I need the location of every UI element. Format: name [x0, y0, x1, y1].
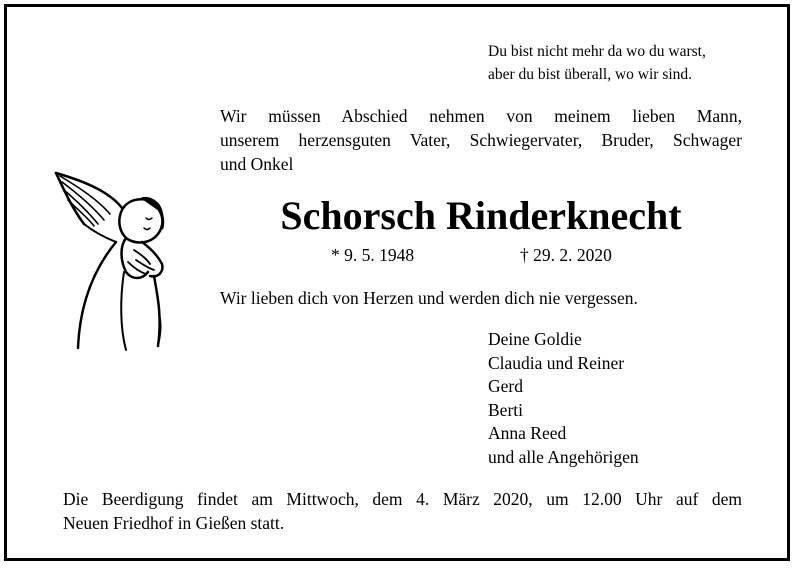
intro-text — [220, 104, 742, 176]
signer: Berti — [488, 399, 523, 420]
signer: Claudia und Reiner — [488, 352, 625, 373]
deceased-name: Schorsch Rinderknecht — [280, 193, 682, 238]
signer: Anna Reed — [488, 423, 567, 443]
angel-icon — [50, 168, 175, 353]
intro-line-3: und Onkel — [220, 154, 294, 174]
signers-list — [488, 328, 639, 469]
motto-line-1: Du bist nicht mehr da wo du warst, — [488, 43, 706, 60]
birth-date: * 9. 5. 1948 — [331, 245, 415, 265]
death-date: † 29. 2. 2020 — [520, 245, 612, 265]
intro-line-1: Wir müssen Abschied nehmen von meinem lieben Mann, — [220, 106, 742, 126]
funeral-line-2: Neuen Friedhof in Gießen statt. — [63, 513, 285, 533]
signer: Deine Goldie — [488, 329, 582, 349]
intro-line-2: unserem herzensguten Vater, Schwiegervater, Bruder, Schwager — [220, 130, 742, 150]
signer: und alle Angehörigen — [488, 446, 639, 467]
motto-line-2: aber du bist überall, wo wir sind. — [488, 66, 693, 83]
funeral-info — [63, 487, 742, 535]
funeral-line-1: Die Beerdigung findet am Mittwoch, dem 4. März 2020, um 12.00 Uhr auf dem — [63, 489, 742, 509]
signer: Gerd — [488, 376, 523, 396]
motto — [488, 40, 706, 86]
farewell-text: Wir lieben dich von Herzen und werden dich nie vergessen. — [220, 288, 638, 308]
